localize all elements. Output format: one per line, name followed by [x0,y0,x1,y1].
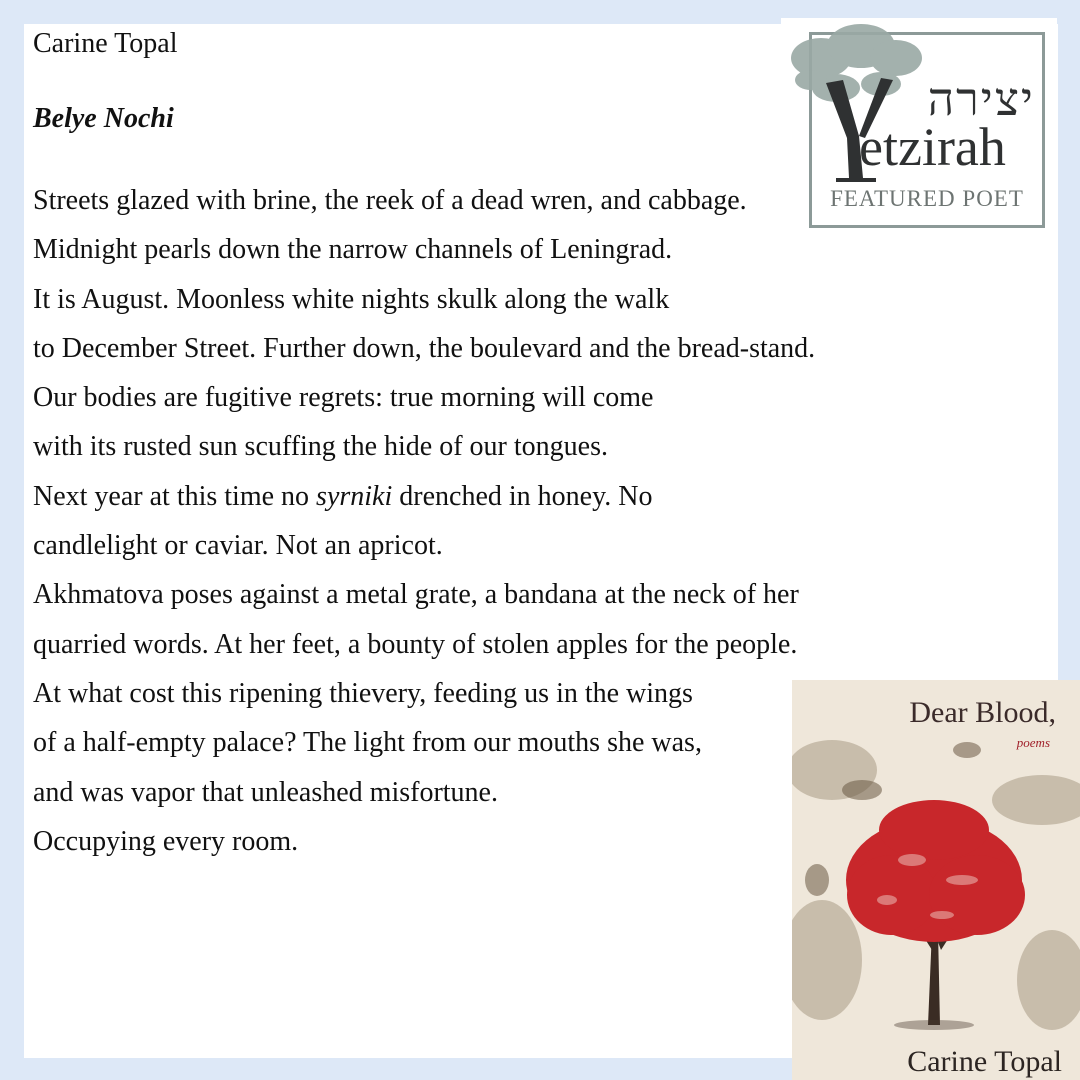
poem-line: with its rusted sun scuffing the hide of our tongues. [33,431,608,463]
poem-line: At what cost this ripening thievery, feeding us in the wings [33,677,693,709]
poem-author: Carine Topal [33,28,178,59]
poem-line: It is August. Moonless white nights skulk along the walk [33,283,670,315]
italic-word: syrniki [316,480,393,512]
poem-line: Occupying every room. [33,825,299,857]
poem-line: quarried words. At her feet, a bounty of stolen apples for the people. [33,628,798,660]
poem-line: Akhmatova poses against a metal grate, a bandana at the neck of her [33,579,799,611]
badge-label: FEATURED POET [830,186,1024,211]
poem-line: Our bodies are fugitive regrets: true morning will come [33,382,654,414]
poem-title: Belye Nochi [33,103,174,134]
book-cover [792,680,1080,1080]
featured-poet-badge [781,18,1057,234]
poem-line: to December Street. Further down, the boulevard and the bread-stand. [33,332,816,364]
poem-line: Midnight pearls down the narrow channels of Leningrad. [33,234,673,266]
book-title: Dear Blood, [909,696,1056,729]
poem-line-part: drenched in honey. No [392,480,653,512]
poem-line: of a half-empty palace? The light from our mouths she was, [33,727,702,759]
book-author: Carine Topal [907,1045,1062,1078]
poem-line-part: Next year at this time no [33,480,317,512]
poem-body [33,176,913,866]
poem-line: and was vapor that unleashed misfortune. [33,776,498,808]
badge-wordmark: etzirah [859,117,1006,177]
poem-line: candlelight or caviar. Not an apricot. [33,530,443,562]
badge-hebrew-text: יצירה [927,72,1035,126]
book-subtitle: poems [1016,735,1050,750]
poem-line [33,472,913,521]
poem-line: Streets glazed with brine, the reek of a dead wren, and cabbage. [33,185,747,216]
